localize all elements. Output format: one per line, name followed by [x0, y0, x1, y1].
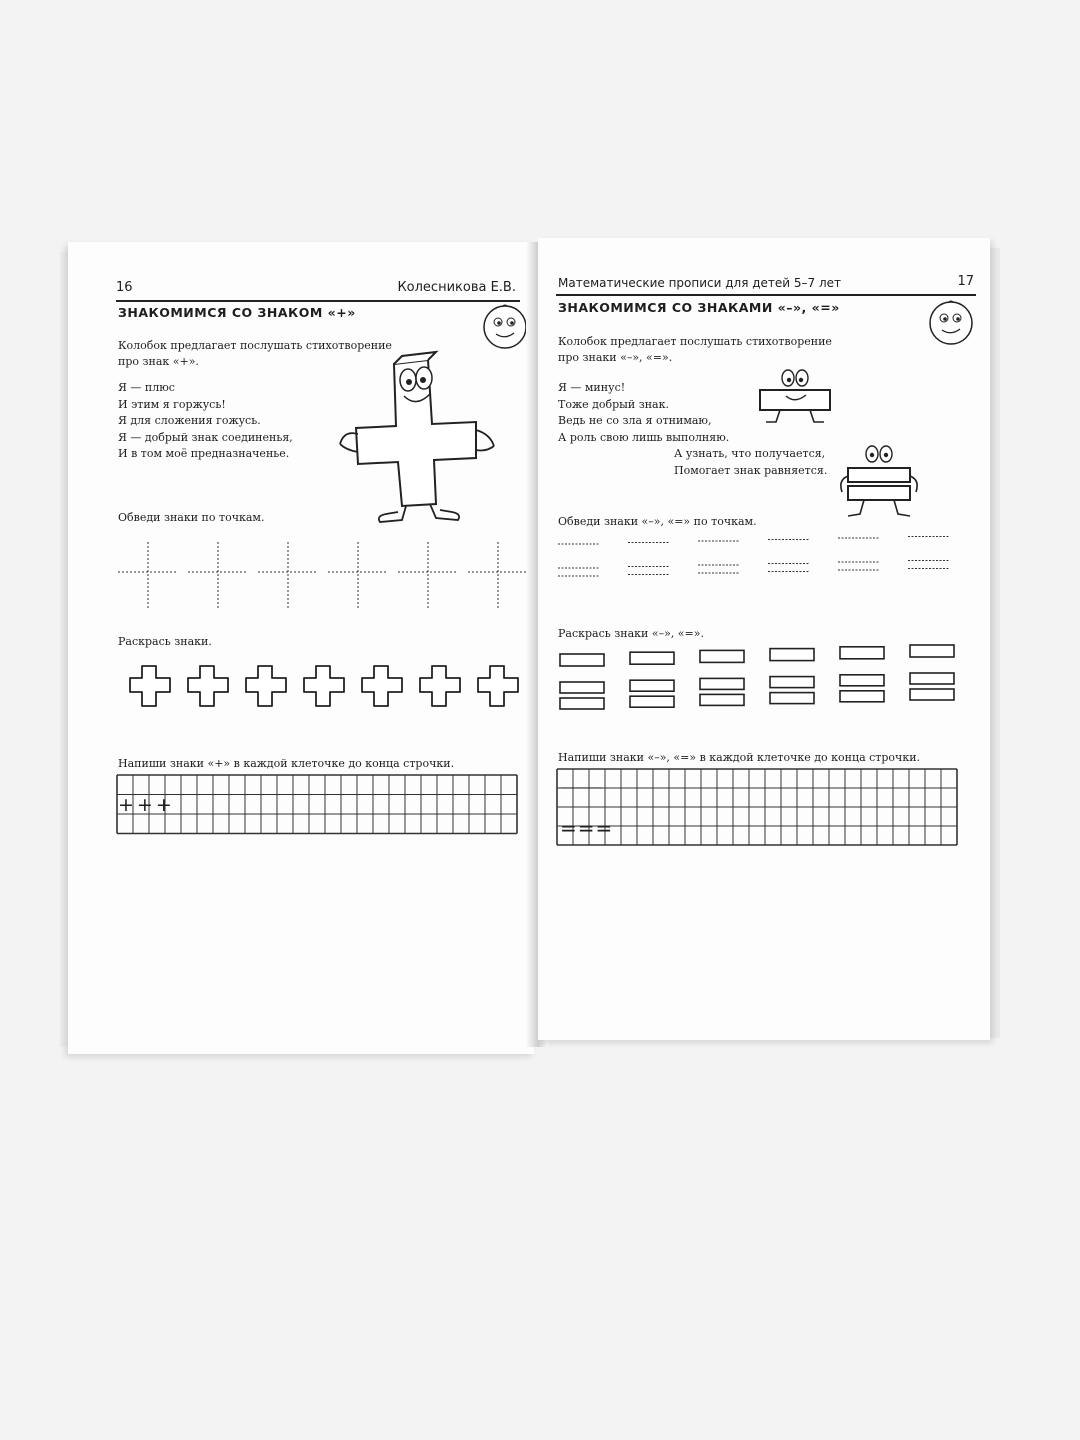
open-workbook	[58, 228, 1024, 1060]
coloring-minus-rect	[910, 645, 954, 657]
task-trace-left: Обведи знаки по точкам.	[118, 511, 265, 524]
task-color-right: Раскрась знаки «–», «=».	[558, 627, 704, 640]
coloring-equals-rect-bottom	[910, 689, 954, 700]
poem-line: Я — добрый знак соединенья,	[118, 430, 293, 444]
task-trace-right: Обведи знаки «–», «=» по точкам.	[558, 515, 757, 528]
book-title: Математические прописи для детей 5–7 лет	[558, 276, 842, 290]
intro-line-1: Колобок предлагает послушать стихотворение	[118, 339, 392, 352]
coloring-equals-rect-top	[770, 677, 814, 688]
kolobok-face-icon	[926, 298, 976, 348]
poem-line: Я — плюс	[118, 381, 175, 394]
coloring-equals-rect-bottom	[560, 698, 604, 709]
coloring-equals-rect-top	[630, 680, 674, 691]
writing-grid-left[interactable]	[116, 774, 522, 836]
poem-line: Помогает знак равняется.	[674, 463, 828, 477]
plus-character-icon	[336, 334, 506, 524]
poem-plus	[118, 380, 293, 463]
section-title-left: ЗНАКОМИМСЯ СО ЗНАКОМ «+»	[118, 305, 356, 320]
dotted-plus-row[interactable]	[118, 542, 528, 612]
poem-equals	[674, 446, 827, 479]
intro-line-2: про знак «+».	[118, 355, 199, 368]
coloring-minus-equals-rows[interactable]	[558, 646, 968, 716]
poem-line: А узнать, что получается,	[674, 447, 826, 460]
coloring-equals-rect-bottom	[840, 691, 884, 702]
section-title-right: ЗНАКОМИМСЯ СО ЗНАКАМИ «–», «=»	[558, 300, 840, 315]
writing-grid-right[interactable]	[556, 768, 962, 846]
poem-line: Я для сложения гожусь.	[118, 414, 261, 427]
coloring-equals-rect-bottom	[630, 696, 674, 707]
coloring-plus-shape	[246, 666, 286, 706]
page-right	[538, 238, 990, 1040]
sample-minus-signs: ———	[560, 778, 602, 796]
coloring-equals-rect-top	[560, 682, 604, 693]
coloring-plus-row[interactable]	[118, 662, 528, 712]
header-rule-left	[116, 300, 520, 302]
coloring-minus-rect	[770, 649, 814, 661]
poem-line: Тоже добрый знак.	[558, 397, 669, 411]
poem-line: Я — минус!	[558, 381, 626, 394]
coloring-minus-rect	[560, 654, 604, 666]
sample-plus-signs: +++	[118, 794, 175, 816]
coloring-plus-shape	[420, 666, 460, 706]
intro-line-2: про знаки «–», «=».	[558, 351, 673, 364]
poem-line: А роль свою лишь выполняю.	[558, 430, 730, 444]
header-rule-right	[556, 294, 976, 296]
coloring-minus-rect	[630, 652, 674, 664]
task-write-right: Напиши знаки «–», «=» в каждой клеточке до конца строчки.	[558, 751, 921, 764]
coloring-plus-shape	[362, 666, 402, 706]
coloring-plus-shape	[304, 666, 344, 706]
coloring-plus-shape	[478, 666, 518, 706]
coloring-plus-shape	[130, 666, 170, 706]
page-number-left: 16	[116, 280, 133, 295]
intro-line-1: Колобок предлагает послушать стихотворение	[558, 335, 832, 348]
coloring-equals-rect-top	[700, 678, 744, 689]
coloring-minus-rect	[700, 650, 744, 662]
task-write-left: Напиши знаки «+» в каждой клеточке до конца строчки.	[118, 757, 455, 770]
sample-equals-signs: ===	[560, 816, 614, 840]
minus-character-icon	[750, 360, 840, 430]
poem-line: И в том моё предназначенье.	[118, 447, 290, 460]
coloring-equals-rect-bottom	[700, 694, 744, 705]
coloring-equals-rect-bottom	[770, 693, 814, 704]
task-color-left: Раскрась знаки.	[118, 635, 212, 648]
poem-line: Ведь не со зла я отнимаю,	[558, 414, 712, 427]
author-name: Колесникова Е.В.	[397, 280, 516, 295]
page-left	[68, 242, 534, 1054]
poem-line: И этим я горжусь!	[118, 397, 226, 411]
dotted-minus-equals-rows[interactable]	[558, 534, 968, 594]
equals-character-icon	[834, 436, 924, 526]
page-number-right: 17	[957, 274, 974, 289]
coloring-plus-shape	[188, 666, 228, 706]
coloring-minus-rect	[840, 647, 884, 659]
coloring-equals-rect-top	[840, 675, 884, 686]
poem-minus	[558, 380, 729, 446]
coloring-equals-rect-top	[910, 673, 954, 684]
